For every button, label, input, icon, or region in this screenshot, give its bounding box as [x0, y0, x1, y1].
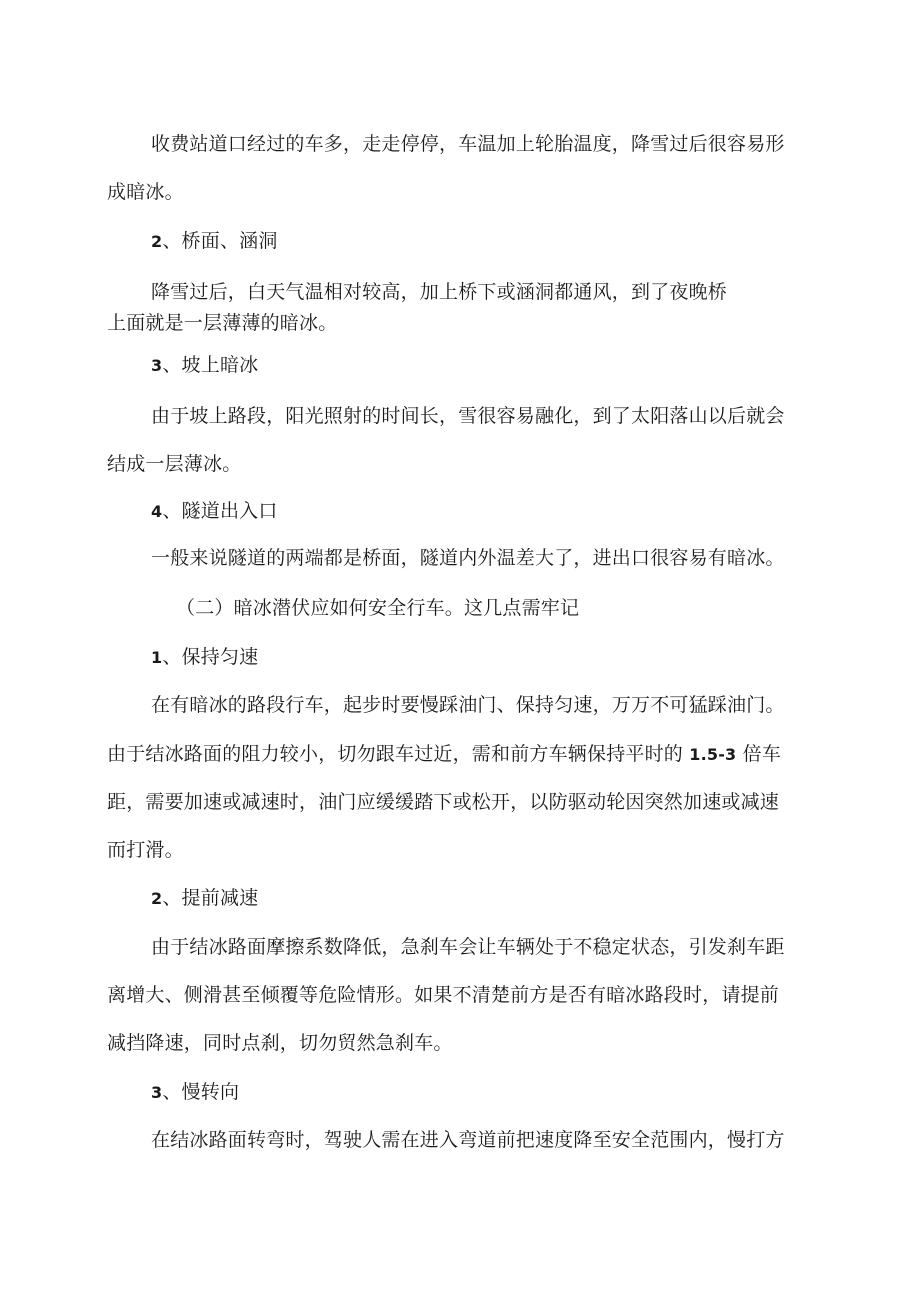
- heading-separator: 、: [162, 354, 182, 376]
- heading-separator: 、: [162, 230, 182, 252]
- ratio-value: 1.5-3: [689, 745, 737, 764]
- section-heading: [151, 645, 258, 670]
- paragraph-line: 成暗冰。: [107, 181, 184, 203]
- paragraph-line: 上面就是一层薄薄的暗冰。: [107, 312, 338, 334]
- heading-text: 坡上暗冰: [181, 354, 259, 376]
- heading-number: 1: [151, 648, 163, 667]
- heading-text: 提前减速: [181, 887, 259, 909]
- heading-separator: 、: [162, 1081, 182, 1103]
- paragraph-text: 倍车: [742, 743, 782, 765]
- heading-text: 保持匀速: [181, 646, 259, 668]
- heading-text: 隧道出入口: [181, 500, 278, 522]
- paragraph-line: 一般来说隧道的两端都是桥面，隧道内外温差大了，进出口很容易有暗冰。: [151, 547, 785, 569]
- section-heading: [151, 886, 258, 911]
- heading-number: 2: [151, 232, 163, 251]
- heading-number: 3: [151, 356, 163, 375]
- paragraph-line: 结成一层薄冰。: [107, 453, 242, 475]
- section-heading: [151, 499, 278, 524]
- heading-number: 2: [151, 889, 163, 908]
- paragraph-line: 在有暗冰的路段行车，起步时要慢踩油门、保持匀速，万万不可猛踩油门。: [151, 694, 785, 716]
- heading-number: 4: [151, 502, 163, 521]
- paragraph-line: 由于结冰路面摩擦系数降低，急刹车会让车辆处于不稳定状态，引发刹车距: [151, 936, 785, 958]
- paragraph-line: 由于坡上路段，阳光照射的时间长，雪很容易融化，到了太阳落山以后就会: [151, 405, 785, 427]
- heading-number: 3: [151, 1083, 163, 1102]
- heading-separator: 、: [162, 646, 182, 668]
- paragraph-line: 在结冰路面转弯时，驾驶人需在进入弯道前把速度降至安全范围内，慢打方: [151, 1129, 785, 1151]
- heading-text: 桥面、涵洞: [181, 230, 278, 252]
- paragraph-line: 而打滑。: [107, 839, 184, 861]
- paragraph-line: 减挡降速，同时点刹，切勿贸然急刹车。: [107, 1032, 453, 1054]
- heading-separator: 、: [162, 887, 182, 909]
- section-heading: [151, 229, 278, 254]
- heading-text: 慢转向: [181, 1081, 240, 1103]
- paragraph-line: 距，需要加速或减速时，油门应缓缓踏下或松开，以防驱动轮因突然加速或减速: [107, 791, 780, 813]
- section-heading: [151, 353, 258, 378]
- paragraph-line: [107, 742, 781, 767]
- paragraph-line: 降雪过后，白天气温相对较高，加上桥下或涵洞都通风，到了夜晚桥: [151, 281, 728, 303]
- paragraph-text: 由于结冰路面的阻力较小，切勿跟车过近，需和前方车辆保持平时的: [107, 743, 684, 765]
- subsection-title: （二）暗冰潜伏应如何安全行车。这几点需牢记: [176, 597, 580, 619]
- paragraph-line: 收费站道口经过的车多，走走停停，车温加上轮胎温度，降雪过后很容易形: [151, 133, 785, 155]
- section-heading: [151, 1080, 239, 1105]
- heading-separator: 、: [162, 500, 182, 522]
- paragraph-line: 离增大、侧滑甚至倾覆等危险情形。如果不清楚前方是否有暗冰路段时，请提前: [107, 984, 780, 1006]
